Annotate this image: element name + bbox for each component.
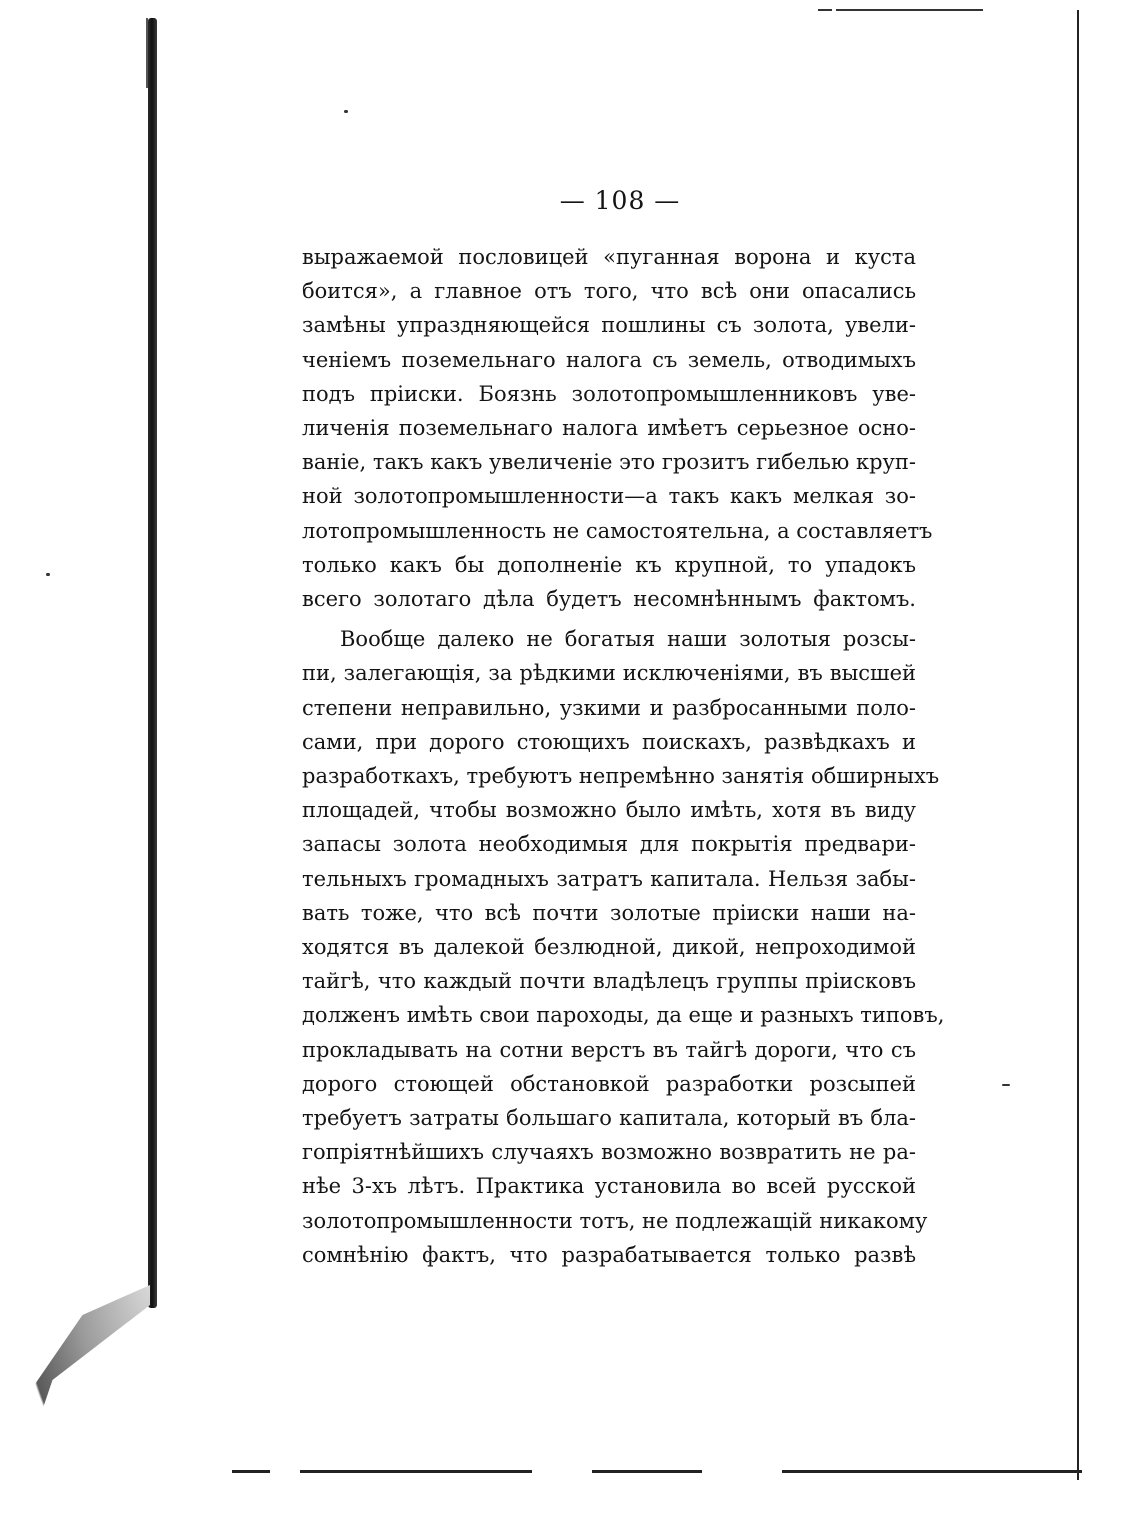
text-line: запасы золота необходимыя для покрытія предвари- — [302, 832, 916, 857]
text-line: ной золотопромышленности—а такъ какъ мелкая зо- — [302, 484, 916, 509]
scan-speck — [1002, 1084, 1010, 1086]
scan-edge-right — [1077, 10, 1079, 1480]
paragraph — [302, 240, 933, 616]
text-line: всего золотаго дѣла будетъ несомнѣннымъ фактомъ. — [302, 587, 916, 612]
text-line: нѣе 3-хъ лѣтъ. Практика установила во всей русской — [302, 1174, 916, 1199]
text-line: боится», а главное отъ того, что всѣ они опасались — [302, 279, 916, 304]
text-line: личенія поземельнаго налога имѣетъ серьезное осно- — [302, 416, 916, 441]
text-line: вать тоже, что всѣ почти золотые пріиски наши на- — [302, 900, 916, 925]
text-line: тайгѣ, что каждый почти владѣлецъ группы пріисковъ — [302, 969, 916, 994]
page-number: — 108 — — [559, 186, 681, 215]
scan-page-corner-shadow — [0, 1285, 150, 1535]
scan-speck — [344, 110, 348, 113]
text-line: выражаемой пословицей «пуганная ворона и куста — [302, 245, 916, 269]
text-line: сомнѣнію фактъ, что разрабатывается только развѣ — [302, 1242, 916, 1267]
text-line: сами, при дорого стоющихъ поискахъ, развѣдкахъ и — [302, 729, 916, 754]
text-line: подъ пріиски. Боязнь золотопромышленниковъ уве- — [302, 381, 916, 406]
text-line: прокладывать на сотни верстъ въ тайгѣ дороги, что съ — [302, 1037, 916, 1062]
text-line: требуетъ затраты большаго капитала, который въ бла- — [302, 1106, 916, 1131]
scan-top-rule — [818, 9, 983, 11]
text-line: площадей, чтобы возможно было имѣть, хотя въ виду — [302, 798, 916, 823]
page-body — [302, 240, 945, 1272]
text-line: степени неправильно, узкими и разбросанными поло- — [302, 695, 916, 720]
text-line: ходятся въ далекой безлюдной, дикой, непроходимой — [302, 935, 916, 960]
text-line: золотопромышленности тотъ, не подлежащій никакому — [302, 1208, 928, 1233]
text-line: ваніе, такъ какъ увеличеніе это грозитъ гибелью круп- — [302, 450, 916, 475]
scan-edge-left — [148, 18, 157, 1308]
text-line: дорого стоющей обстановкой разработки розсыпей — [302, 1071, 916, 1096]
text-line: только какъ бы дополненіе къ крупной, то упадокъ — [302, 552, 916, 577]
text-line: тельныхъ громадныхъ затратъ капитала. Нельзя забы- — [302, 866, 916, 891]
text-line: гопріятнѣйшихъ случаяхъ возможно возвратить не ра- — [302, 1140, 916, 1165]
text-line: замѣны упраздняющейся пошлины съ золота, увели- — [302, 313, 916, 338]
text-line: долженъ имѣть свои пароходы, да еще и разныхъ типовъ, — [302, 1003, 945, 1028]
text-line: разработкахъ, требуютъ непремѣнно занятія обширныхъ — [302, 764, 940, 789]
text-line: лотопромышленность не самостоятельна, а составляетъ — [302, 518, 933, 543]
paragraphs — [302, 240, 945, 1272]
text-line: пи, залегающія, за рѣдкими исключеніями, въ высшей — [302, 661, 916, 686]
paragraph — [302, 622, 945, 1272]
scan-speck — [46, 573, 50, 576]
text-line: Вообще далеко не богатыя наши золотыя розсы- — [340, 627, 916, 652]
text-line: ченіемъ поземельнаго налога съ земель, отводимыхъ — [302, 347, 916, 372]
scan-bottom-rule — [232, 1470, 1082, 1473]
